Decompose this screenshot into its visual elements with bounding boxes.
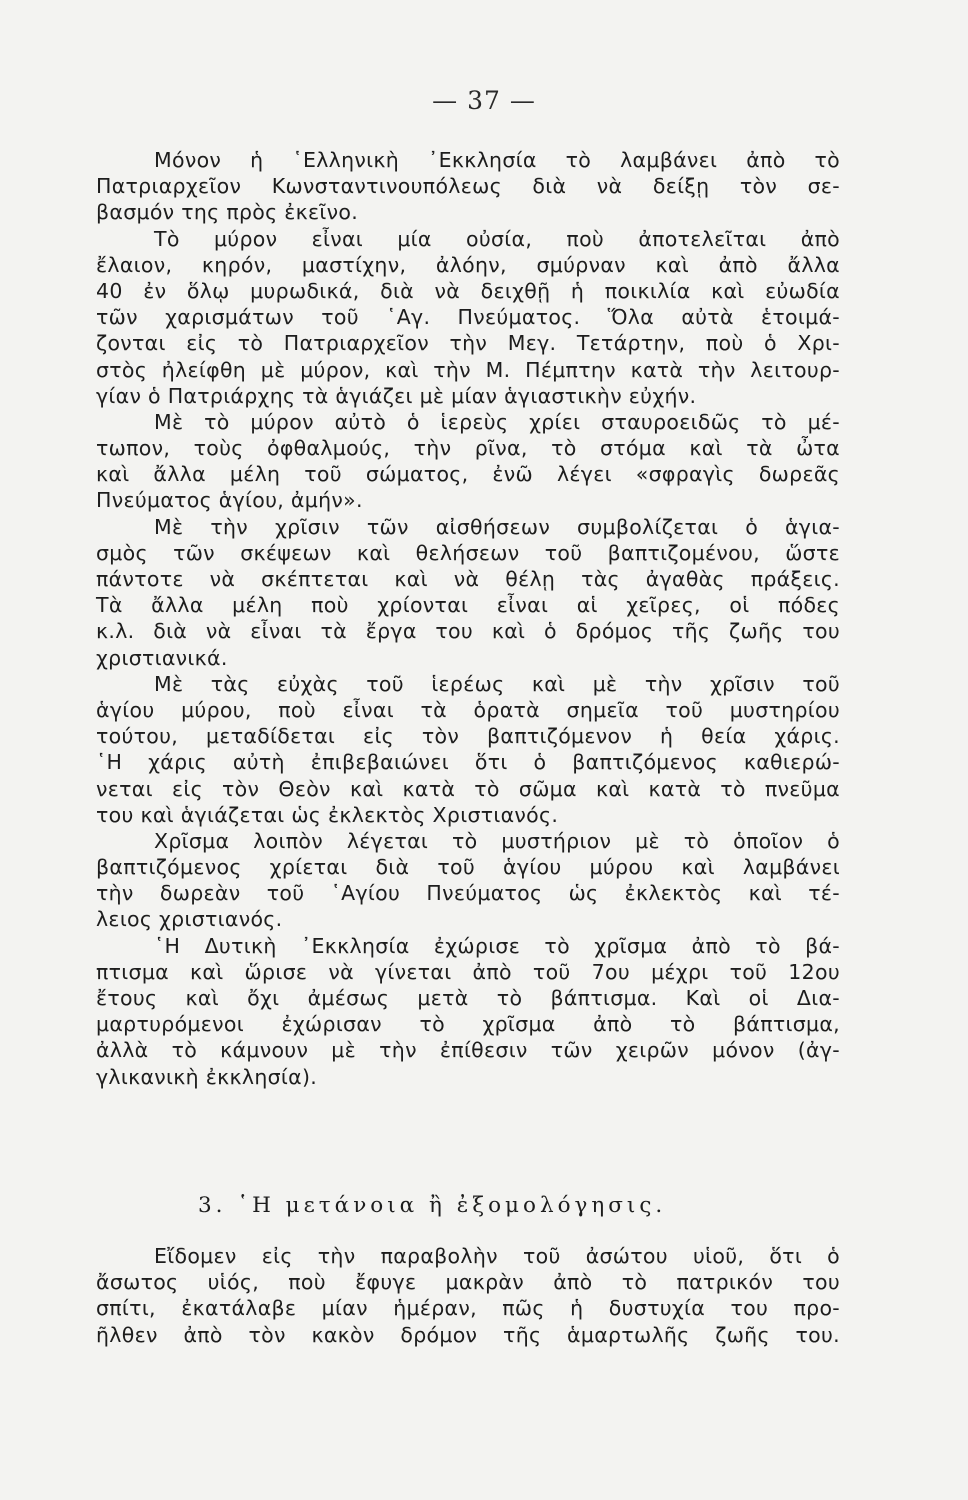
text-line: ῆλθεν ἀπὸ τὸν κακὸν δρόμον τῆς ἁμαρτωλῆς ζωῆς του. bbox=[96, 1322, 840, 1347]
text-line: τωπον, τοὺς ὀφθαλμούς, τὴν ρῖνα, τὸ στόμα καὶ τὰ ὦτα bbox=[96, 436, 840, 461]
text-line: γίαν ὁ Πατριάρχης τὰ ἁγιάζει μὲ μίαν ἁγιαστικὴν εὐχήν. bbox=[96, 383, 697, 408]
text-line: βασμόν της πρὸς ἐκεῖνο. bbox=[96, 200, 359, 225]
text-line: ζονται εἰς τὸ Πατριαρχεῖον τὴν Μεγ. Τετάρτην, ποὺ ὁ Χρι- bbox=[96, 331, 840, 356]
text-line: γλικανικὴ ἐκκλησία). bbox=[96, 1064, 318, 1089]
text-line: τῶν χαρισμάτων τοῦ ῾Αγ. Πνεύματος. Ὅλα αὐτὰ ἑτοιμά- bbox=[96, 305, 840, 330]
section-heading: 3. ῾Η μετάνοια ἢ ἐξομολόγησις. bbox=[198, 1193, 667, 1218]
text-line: Τὰ ἄλλα μέλη ποὺ χρίονται εἶναι αἱ χεῖρες, οἱ πόδες bbox=[96, 593, 840, 618]
text-line: νεται εἰς τὸν Θεὸν καὶ κατὰ τὸ σῶμα καὶ κατὰ τὸ πνεῦμα bbox=[96, 776, 840, 801]
text-line: ἁγίου μύρου, ποὺ εἶναι τὰ ὁρατὰ σημεῖα τοῦ μυστηρίου bbox=[96, 697, 840, 722]
text-line: Μὲ τὰς εὐχὰς τοῦ ἱερέως καὶ μὲ τὴν χρῖσιν τοῦ bbox=[154, 671, 840, 696]
text-line: Μόνον ἡ ῾Ελληνικὴ ᾿Εκκλησία τὸ λαμβάνει ἀπὸ τὸ bbox=[154, 148, 840, 172]
text-line: του καὶ ἁγιάζεται ὡς ἐκλεκτὸς Χριστιανός. bbox=[96, 802, 559, 827]
text-line: Μὲ τὸ μύρον αὐτὸ ὁ ἱερεὺς χρίει σταυροειδῶς τὸ μέ- bbox=[154, 409, 840, 434]
text-line: πτισμα καὶ ὥρισε νὰ γίνεται ἀπὸ τοῦ 7ου μέχρι τοῦ 12ου bbox=[96, 959, 840, 984]
text-line: στὸς ἠλείφθη μὲ μύρον, καὶ τὴν Μ. Πέμπτην κατὰ τὴν λειτουρ- bbox=[96, 357, 840, 382]
text-line: σμὸς τῶν σκέψεων καὶ θελήσεων τοῦ βαπτιζομένου, ὥστε bbox=[96, 540, 840, 565]
text-line: ἔλαιον, κηρόν, μαστίχην, ἀλόην, σμύρναν καὶ ἀπὸ ἄλλα bbox=[96, 252, 840, 277]
text-line: Πνεύματος ἁγίου, ἀμήν». bbox=[96, 488, 363, 513]
text-line: Πατριαρχεῖον Κωνσταντινουπόλεως διὰ νὰ δείξῃ τὸν σε- bbox=[96, 174, 840, 199]
text-line: χριστιανικά. bbox=[96, 645, 228, 670]
text-line: ἔτους καὶ ὄχι ἀμέσως μετὰ τὸ βάπτισμα. Καὶ οἱ Δια- bbox=[96, 986, 840, 1010]
text-line: Χρῖσμα λοιπὸν λέγεται τὸ μυστήριον μὲ τὸ ὁποῖον ὁ bbox=[154, 828, 840, 853]
text-line: ἀλλὰ τὸ κάμνουν μὲ τὴν ἐπίθεσιν τῶν χειρῶν μόνον (ἀγ- bbox=[96, 1038, 840, 1063]
text-line: Μὲ τὴν χρῖσιν τῶν αἰσθήσεων συμβολίζεται ὁ ἁγια- bbox=[154, 514, 840, 539]
main-text-block bbox=[96, 147, 840, 1090]
text-line: μαρτυρόμενοι ἐχώρισαν τὸ χρῖσμα ἀπὸ τὸ βάπτισμα, bbox=[96, 1012, 840, 1037]
text-line: τὴν δωρεὰν τοῦ ῾Αγίου Πνεύματος ὡς ἐκλεκτὸς καὶ τέ- bbox=[96, 881, 840, 906]
text-line: σπίτι, ἐκατάλαβε μίαν ἡμέραν, πῶς ἡ δυστυχία του προ- bbox=[96, 1296, 840, 1321]
text-line: βαπτιζόμενος χρίεται διὰ τοῦ ἁγίου μύρου καὶ λαμβάνει bbox=[96, 855, 840, 880]
text-line: λειος χριστιανός. bbox=[96, 907, 283, 932]
section-text-block bbox=[96, 1243, 840, 1348]
page-number: — 37 — bbox=[432, 86, 536, 115]
text-line: καὶ ἄλλα μέλη τοῦ σώματος, ἐνῶ λέγει «σφραγὶς δωρεᾶς bbox=[96, 462, 840, 487]
text-line: κ.λ. διὰ νὰ εἶναι τὰ ἔργα του καὶ ὁ δρόμος τῆς ζωῆς του bbox=[96, 619, 840, 644]
text-line: 40 ἐν ὅλῳ μυρωδικά, διὰ νὰ δειχθῇ ἡ ποικιλία καὶ εὐωδία bbox=[96, 278, 840, 303]
text-line: ῾Η Δυτικὴ ᾿Εκκλησία ἐχώρισε τὸ χρῖσμα ἀπὸ τὸ βά- bbox=[154, 933, 840, 958]
text-line: Εἴδομεν εἰς τὴν παραβολὴν τοῦ ἀσώτου υἱοῦ, ὅτι ὁ bbox=[154, 1244, 840, 1268]
text-line: Τὸ μύρον εἶναι μία οὐσία, ποὺ ἀποτελεῖται ἀπὸ bbox=[154, 226, 840, 251]
text-line: ῾Η χάρις αὐτὴ ἐπιβεβαιώνει ὅτι ὁ βαπτιζόμενος καθιερώ- bbox=[96, 750, 840, 775]
text-line: πάντοτε νὰ σκέπτεται καὶ νὰ θέλῃ τὰς ἀγαθὰς πράξεις. bbox=[96, 567, 840, 591]
text-line: ἄσωτος υἱός, ποὺ ἔφυγε μακρὰν ἀπὸ τὸ πατρικόν του bbox=[96, 1270, 840, 1295]
text-line: τούτου, μεταδίδεται εἰς τὸν βαπτιζόμενον ἡ θεία χάρις. bbox=[96, 724, 840, 749]
